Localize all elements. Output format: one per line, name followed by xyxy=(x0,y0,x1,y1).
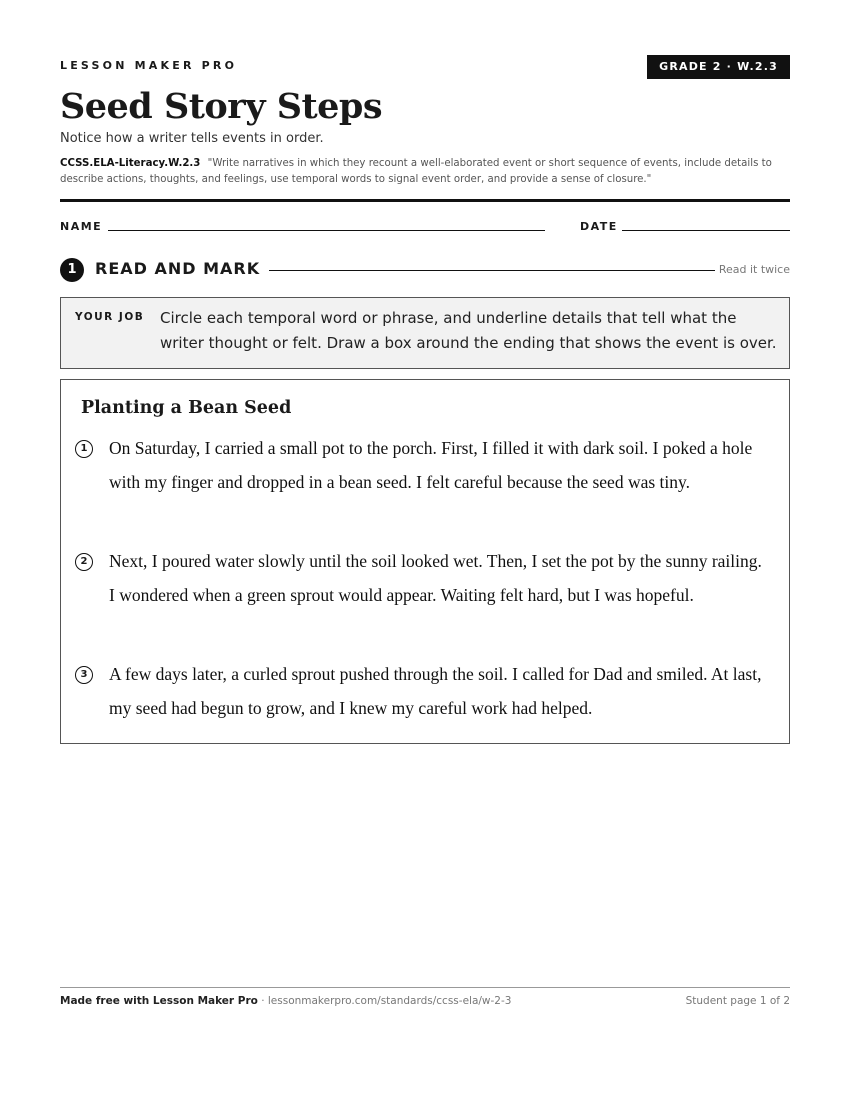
instructions-label: YOUR JOB xyxy=(75,311,145,323)
name-label: NAME xyxy=(60,220,103,233)
standard-code: CCSS.ELA-Literacy.W.2.3 xyxy=(60,158,201,169)
paragraph-text: On Saturday, I carried a small pot to the porch. First, I filled it with dark soil. I poked a hole with my finger and dropped in a bean seed. I felt careful because the seed was tiny. xyxy=(109,438,753,492)
instructions-box xyxy=(60,297,790,369)
instructions-text: Circle each temporal word or phrase, and underline details that tell what the writer thought or felt. Draw a box around the ending that shows the event is over. xyxy=(160,309,777,352)
paragraph-number-badge: 3 xyxy=(75,666,93,684)
footer-url[interactable]: · lessonmakerpro.com/standards/ccss-ela/w-2-3 xyxy=(257,995,512,1007)
brand-name: LESSON MAKER PRO xyxy=(60,59,238,72)
section-header xyxy=(60,258,790,282)
paragraph-number-badge: 2 xyxy=(75,553,93,571)
date-label: DATE xyxy=(580,220,618,233)
section-note: Read it twice xyxy=(718,263,790,276)
standard-description xyxy=(60,156,790,188)
story-box xyxy=(60,379,790,744)
section-title: READ AND MARK xyxy=(95,259,261,278)
paragraph-text: Next, I poured water slowly until the soil looked wet. Then, I set the pot by the sunny railing. I wondered when a green sprout would appear. Waiting felt hard, but I was hopeful. xyxy=(109,551,762,605)
name-date-row xyxy=(60,220,790,236)
paragraph-text: A few days later, a curled sprout pushed through the soil. I called for Dad and smiled. At last, my seed had begun to grow, and I knew my careful work had helped. xyxy=(109,664,762,718)
date-write-line[interactable] xyxy=(622,230,790,231)
story-title: Planting a Bean Seed xyxy=(81,398,292,418)
footer-divider xyxy=(60,987,790,988)
footer-page-number: Student page 1 of 2 xyxy=(685,995,790,1007)
section-number-badge: 1 xyxy=(60,258,84,282)
standard-text: "Write narratives in which they recount a well-elaborated event or short sequence of events, include details to describe actions, thoughts, and feelings, use temporal words to signal event order, and provide a sense of closure." xyxy=(60,158,772,185)
header-divider xyxy=(60,199,790,202)
footer-made-with: Made free with Lesson Maker Pro xyxy=(60,995,258,1007)
footer xyxy=(60,995,790,1007)
section-divider xyxy=(269,270,715,271)
top-bar xyxy=(60,55,790,79)
name-write-line[interactable] xyxy=(108,230,545,231)
grade-badge: GRADE 2 · W.2.3 xyxy=(647,55,790,79)
page-subtitle: Notice how a writer tells events in order. xyxy=(60,131,324,146)
paragraph-number-badge: 1 xyxy=(75,440,93,458)
page-title: Seed Story Steps xyxy=(60,86,383,127)
